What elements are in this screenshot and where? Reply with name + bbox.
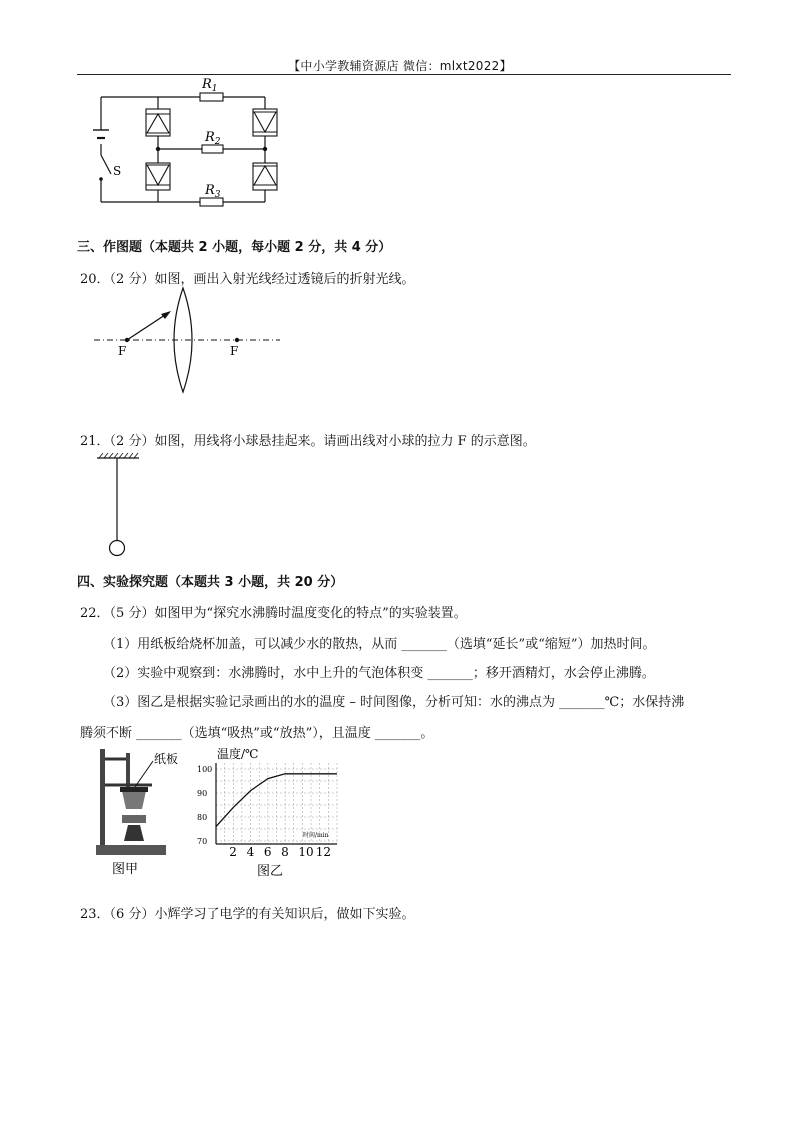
x-tick-label: 2: [229, 845, 237, 859]
ball: [110, 541, 125, 556]
lens-figure: [90, 282, 290, 397]
y-axis-label: 温度/℃: [217, 747, 259, 761]
page-header: 【中小学教辅资源店 微信：mlxt2022】: [288, 59, 512, 73]
focus-left-label: F: [118, 344, 127, 358]
focus-right-label: F: [230, 344, 239, 358]
section-4-title: 四、实验探究题（本题共 3 小题，共 20 分）: [77, 575, 344, 590]
figure-a-caption: 图甲: [112, 862, 139, 877]
apparatus-figure: [92, 745, 202, 880]
y-tick-label: 90: [197, 789, 208, 798]
resistor-r1: [200, 93, 223, 101]
x-tick-label: 6: [263, 845, 272, 859]
y-tick-label: 80: [197, 813, 208, 822]
q22-intro: 22．（5 分）如图甲为“探究水沸腾时温度变化的特点”的实验装置。: [80, 606, 467, 621]
q21-text: 21．（2 分）如图，用线将小球悬挂起来。请画出线对小球的拉力 F 的示意图。: [80, 434, 536, 449]
circuit-diagram: [85, 72, 295, 212]
hanging-ball-figure: [95, 450, 145, 560]
paper-board: [120, 787, 148, 792]
y-tick-label: 70: [197, 837, 208, 846]
q20-text: 20．（2 分）如图，画出入射光线经过透镜后的折射光线。: [80, 272, 415, 287]
x-tick-label: 10: [298, 845, 314, 859]
figure-b-caption: 图乙: [257, 864, 284, 879]
label-r1: $R_1$: [202, 77, 218, 94]
q22-part1: （1）用纸板给烧杯加盖，可以减少水的散热，从而 _______（选填“延长”或“缩短”）加热时间。: [103, 637, 656, 652]
temperature-time-chart: [195, 745, 345, 880]
x-tick-label: 8: [281, 845, 289, 859]
q23-text: 23．（6 分）小辉学习了电学的有关知识后，做如下实验。: [80, 907, 415, 922]
board-label: 纸板: [154, 752, 179, 766]
section-3-title: 三、作图题（本题共 2 小题，每小题 2 分，共 4 分）: [77, 240, 392, 255]
q22-part2: （2）实验中观察到：水沸腾时，水中上升的气泡体积变 _______；移开酒精灯，水会停止沸腾。: [103, 666, 655, 681]
x-tick-label: 12: [315, 845, 331, 859]
label-r3: $R_3$: [205, 183, 221, 200]
label-r2: $R_2$: [205, 130, 221, 147]
alcohol-lamp: [124, 825, 144, 841]
label-switch: S: [113, 164, 122, 178]
q22-part3-continued: 腾须不断 _______（选填“吸热”或“放热”），且温度 _______。: [80, 726, 434, 741]
x-axis-label: 时间/min: [303, 832, 329, 839]
y-tick-label: 100: [197, 765, 213, 774]
x-tick-label: 4: [246, 845, 255, 859]
incident-ray: [127, 313, 168, 340]
q22-part3: （3）图乙是根据实验记录画出的水的温度 – 时间图像，分析可知：水的沸点为 _______℃；水保持沸: [103, 695, 685, 710]
